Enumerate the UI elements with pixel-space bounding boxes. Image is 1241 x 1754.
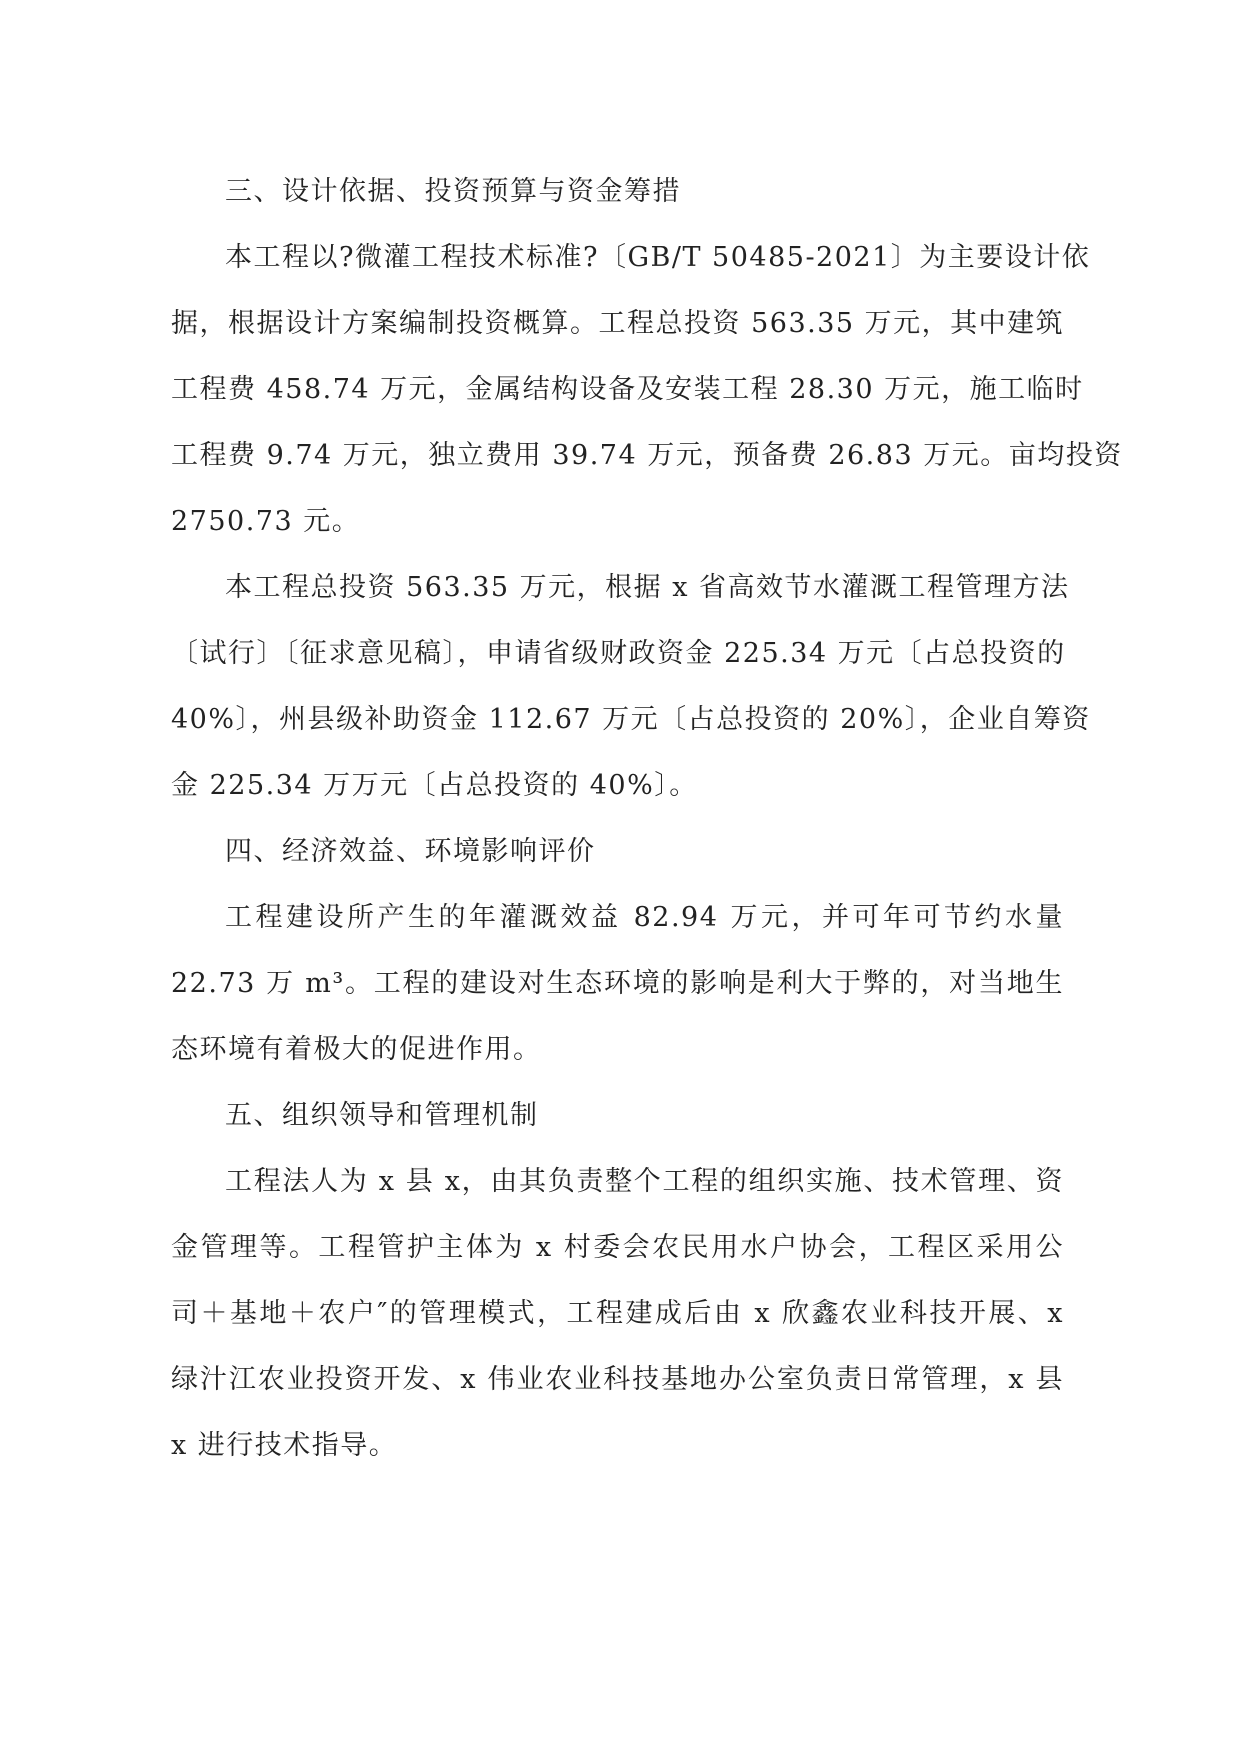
paragraph-line: 40%〕，州县级补助资金 112.67 万元〔占总投资的 20%〕，企业自筹资: [171, 704, 1091, 735]
paragraph-line: 〔试行〕〔征求意见稿〕，申请省级财政资金 225.34 万元〔占总投资的: [171, 638, 1066, 669]
paragraph-line: 22.73 万 m³。工程的建设对生态环境的影响是利大于弊的，对当地生: [171, 968, 1064, 999]
paragraph-line: 金 225.34 万万元〔占总投资的 40%〕。: [171, 770, 698, 801]
paragraph-line: 态环境有着极大的促进作用。: [171, 1034, 542, 1065]
paragraph-line: x 进行技术指导。: [171, 1430, 398, 1461]
paragraph-line: 工程法人为 x 县 x，由其负责整个工程的组织实施、技术管理、资: [225, 1166, 1064, 1197]
paragraph-benefits: [171, 885, 1064, 1083]
paragraph-funding: [171, 555, 1091, 819]
paragraph-line: 本工程以?微灌工程技术标准?〔GB/T 50485-2021〕为主要设计依: [225, 242, 1091, 273]
paragraph-line: 2750.73 元。: [171, 506, 361, 537]
paragraph-line: 绿汁江农业投资开发、x 伟业农业科技基地办公室负责日常管理，x 县: [171, 1364, 1064, 1395]
paragraph-line: 工程费 458.74 万元，金属结构设备及安装工程 28.30 万元，施工临时: [171, 374, 1084, 405]
paragraph-line: 据，根据设计方案编制投资概算。工程总投资 563.35 万元，其中建筑: [171, 308, 1065, 339]
paragraph-line: 工程费 9.74 万元，独立费用 39.74 万元，预备费 26.83 万元。亩均投资: [171, 440, 1123, 471]
document-body: [171, 159, 1123, 1479]
section-heading-management: 五、组织领导和管理机制: [225, 1100, 539, 1131]
paragraph-line: 司＋基地＋农户″的管理模式，工程建成后由 x 欣鑫农业科技开展、x: [171, 1298, 1064, 1329]
paragraph-line: 金管理等。工程管护主体为 x 村委会农民用水户协会，工程区采用公: [171, 1232, 1064, 1263]
paragraph-design-basis: [171, 225, 1123, 555]
section-heading-design-basis: 三、设计依据、投资预算与资金筹措: [225, 176, 681, 207]
paragraph-line: 本工程总投资 563.35 万元，根据 x 省高效节水灌溉工程管理方法: [225, 572, 1070, 603]
section-heading-benefits: 四、经济效益、环境影响评价: [225, 836, 596, 867]
paragraph-management: [171, 1149, 1064, 1479]
paragraph-line: 工程建设所产生的年灌溉效益 82.94 万元，并可年可节约水量: [225, 902, 1064, 933]
